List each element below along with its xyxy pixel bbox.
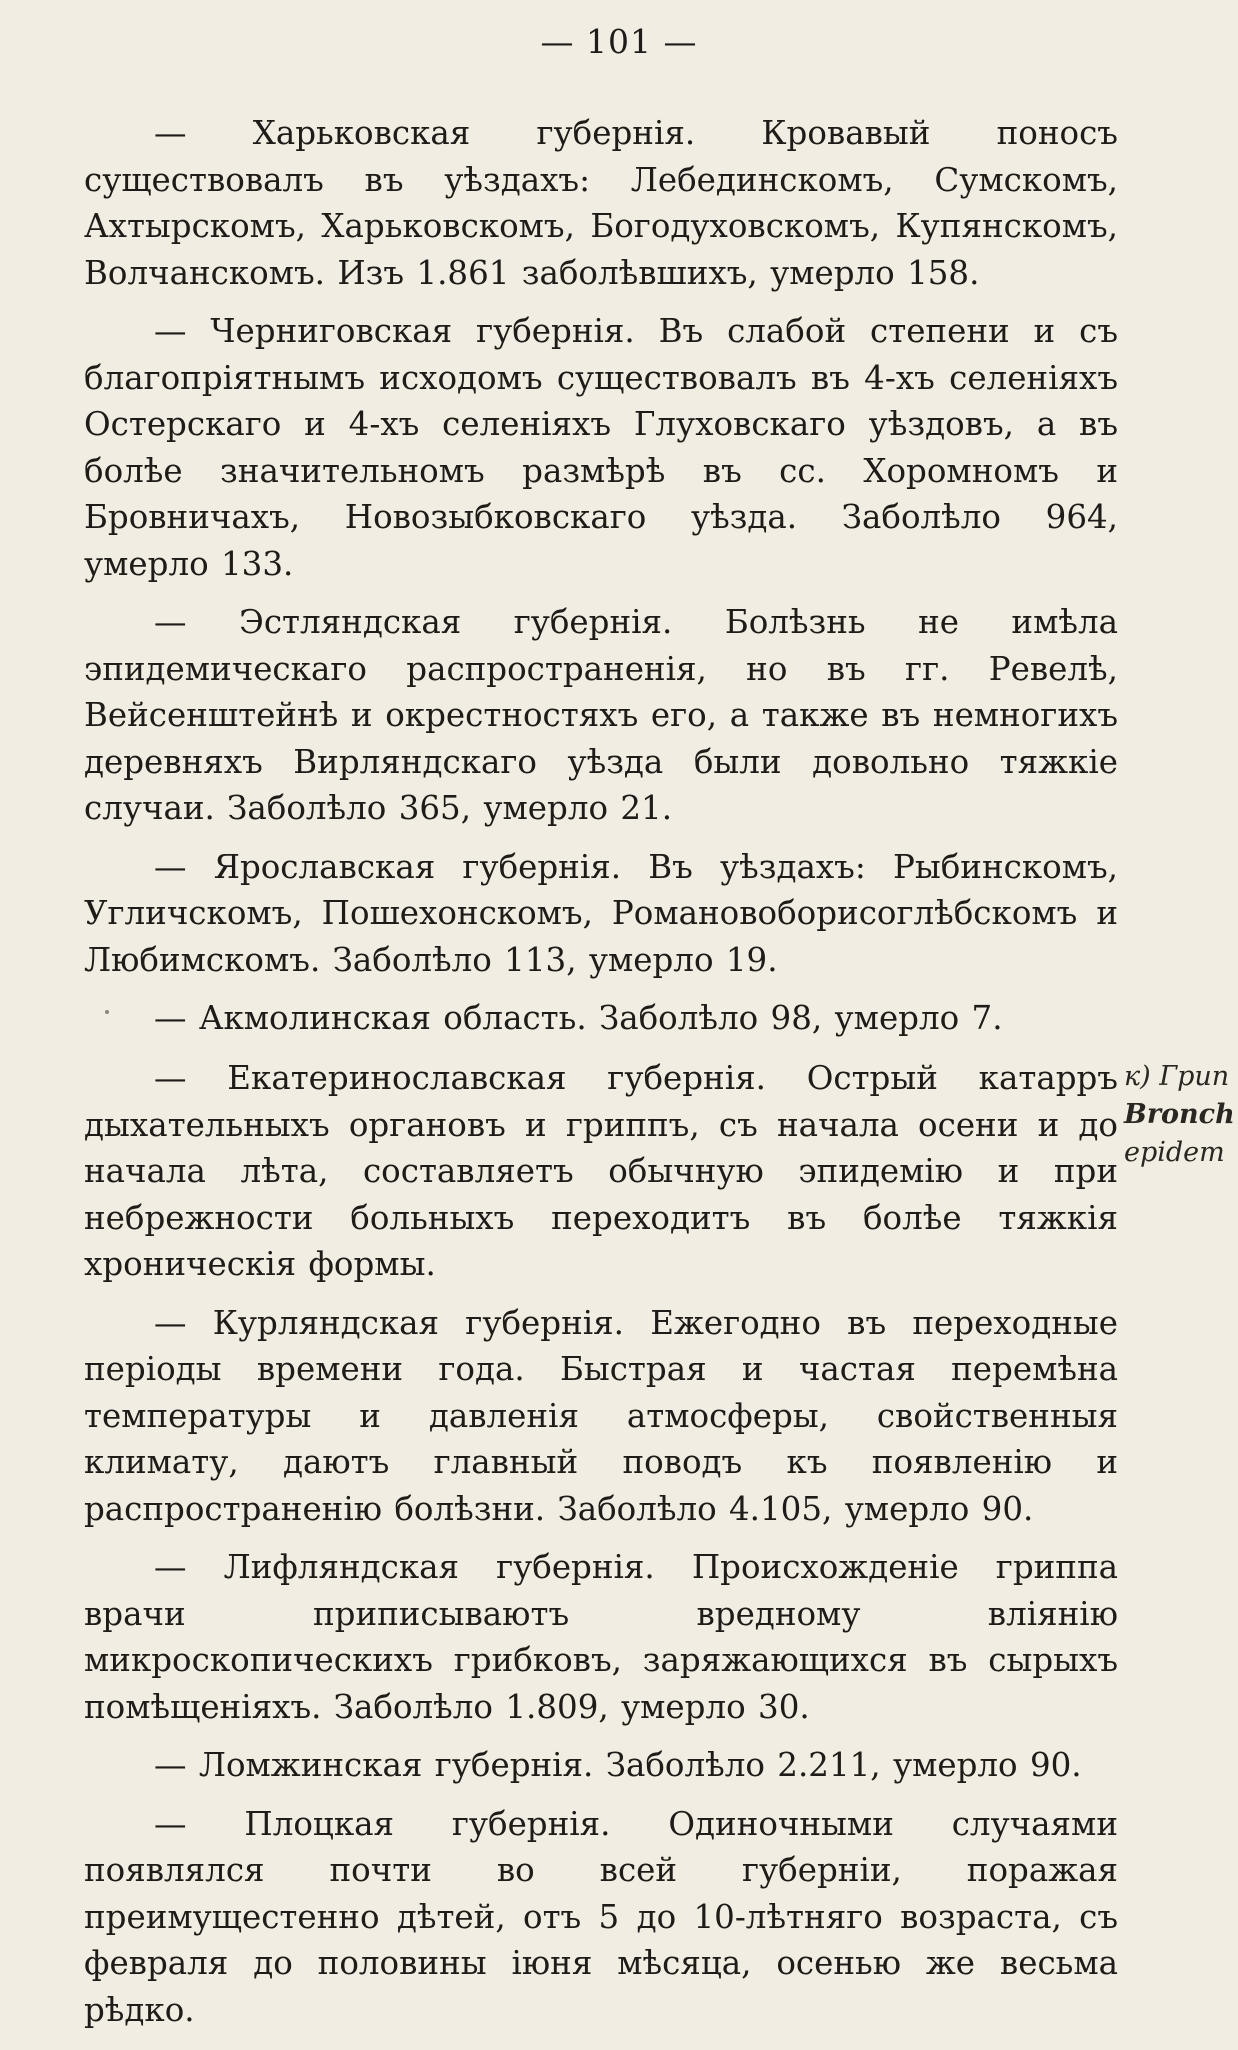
text-block-top (84, 110, 1118, 1054)
paragraph-plock: — Плоцкая губернія. Одиночными случаями появлялся почти во всей губерніи, поражая преимущестенно дѣтей, отъ 5 до 10-лѣтняго возраста, съ февраля до половины іюня мѣсяца, осенью же весьма рѣдко. (84, 1804, 1118, 2029)
paper-speck (105, 1010, 109, 1014)
paragraph-yaroslavl: — Ярославская губернія. Въ уѣздахъ: Рыбинскомъ, Угличскомъ, Пошехонскомъ, Романовоборисоглѣбскомъ и Любимскомъ. Заболѣло 113, умерло 19. (84, 847, 1118, 979)
paragraph-akmolinsk: — Акмолинская область. Заболѣло 98, умерло 7. (154, 999, 1003, 1037)
margin-note (1124, 1058, 1238, 1172)
paragraph-kurland: — Курляндская губернія. Ежегодно въ переходные періоды времени года. Быстрая и частая перемѣна температуры и давленія атмосферы, свойственныя климату, даютъ главный поводъ къ появленію и распространенію болѣзни. Заболѣло 4.105, умерло 90. (84, 1303, 1118, 1528)
paragraph-estland: — Эстляндская губернія. Болѣзнь не имѣла эпидемическаго распространенія, но въ гг. Ревелѣ, Вейсенштейнѣ и окрестностяхъ его, а также въ немногихъ деревняхъ Вирляндскаго уѣзда были довольно тяжкіе случаи. Заболѣло 365, умерло 21. (84, 603, 1118, 827)
text-block-bottom (84, 1055, 1118, 2045)
paragraph-kharkov: — Харьковская губернія. Кровавый поносъ существовалъ въ уѣздахъ: Лебединскомъ, Сумскомъ, Ахтырскомъ, Харьковскомъ, Богодуховскомъ, Купянскомъ, Волчанскомъ. Изъ 1.861 заболѣвшихъ, умерло 158. (84, 114, 1118, 292)
paragraph-lomzha: — Ломжинская губернія. Заболѣло 2.211, умерло 90. (154, 1746, 1082, 1784)
margin-note-line-2: Bronch (1124, 1099, 1235, 1130)
margin-note-line-3: epidem (1124, 1137, 1225, 1168)
page-number: — 101 — (540, 22, 698, 61)
paragraph-ekaterinoslav: — Екатеринославская губернія. Острый катарръ дыхательныхъ органовъ и гриппъ, съ начала осени и до начала лѣта, составляетъ обычную эпидемію и при небрежности больныхъ переходитъ въ болѣе тяжкія хроническія формы. (84, 1059, 1118, 1283)
paragraph-chernigov: — Черниговская губернія. Въ слабой степени и съ благопріятнымъ исходомъ существовалъ въ 4-хъ селеніяхъ Остерскаго и 4-хъ селеніяхъ Глуховскаго уѣздовъ, а въ болѣе значительномъ размѣрѣ въ сс. Хоромномъ и Бровничахъ, Новозыбковскаго уѣзда. Заболѣло 964, умерло 133. (84, 312, 1118, 583)
paragraph-livland: — Лифляндская губернія. Происхожденіе гриппа врачи приписываютъ вредному вліянію микроскопическихъ грибковъ, заряжающихся въ сырыхъ помѣщеніяхъ. Заболѣло 1.809, умерло 30. (84, 1548, 1118, 1726)
margin-note-line-1: к) Грип (1124, 1061, 1230, 1092)
